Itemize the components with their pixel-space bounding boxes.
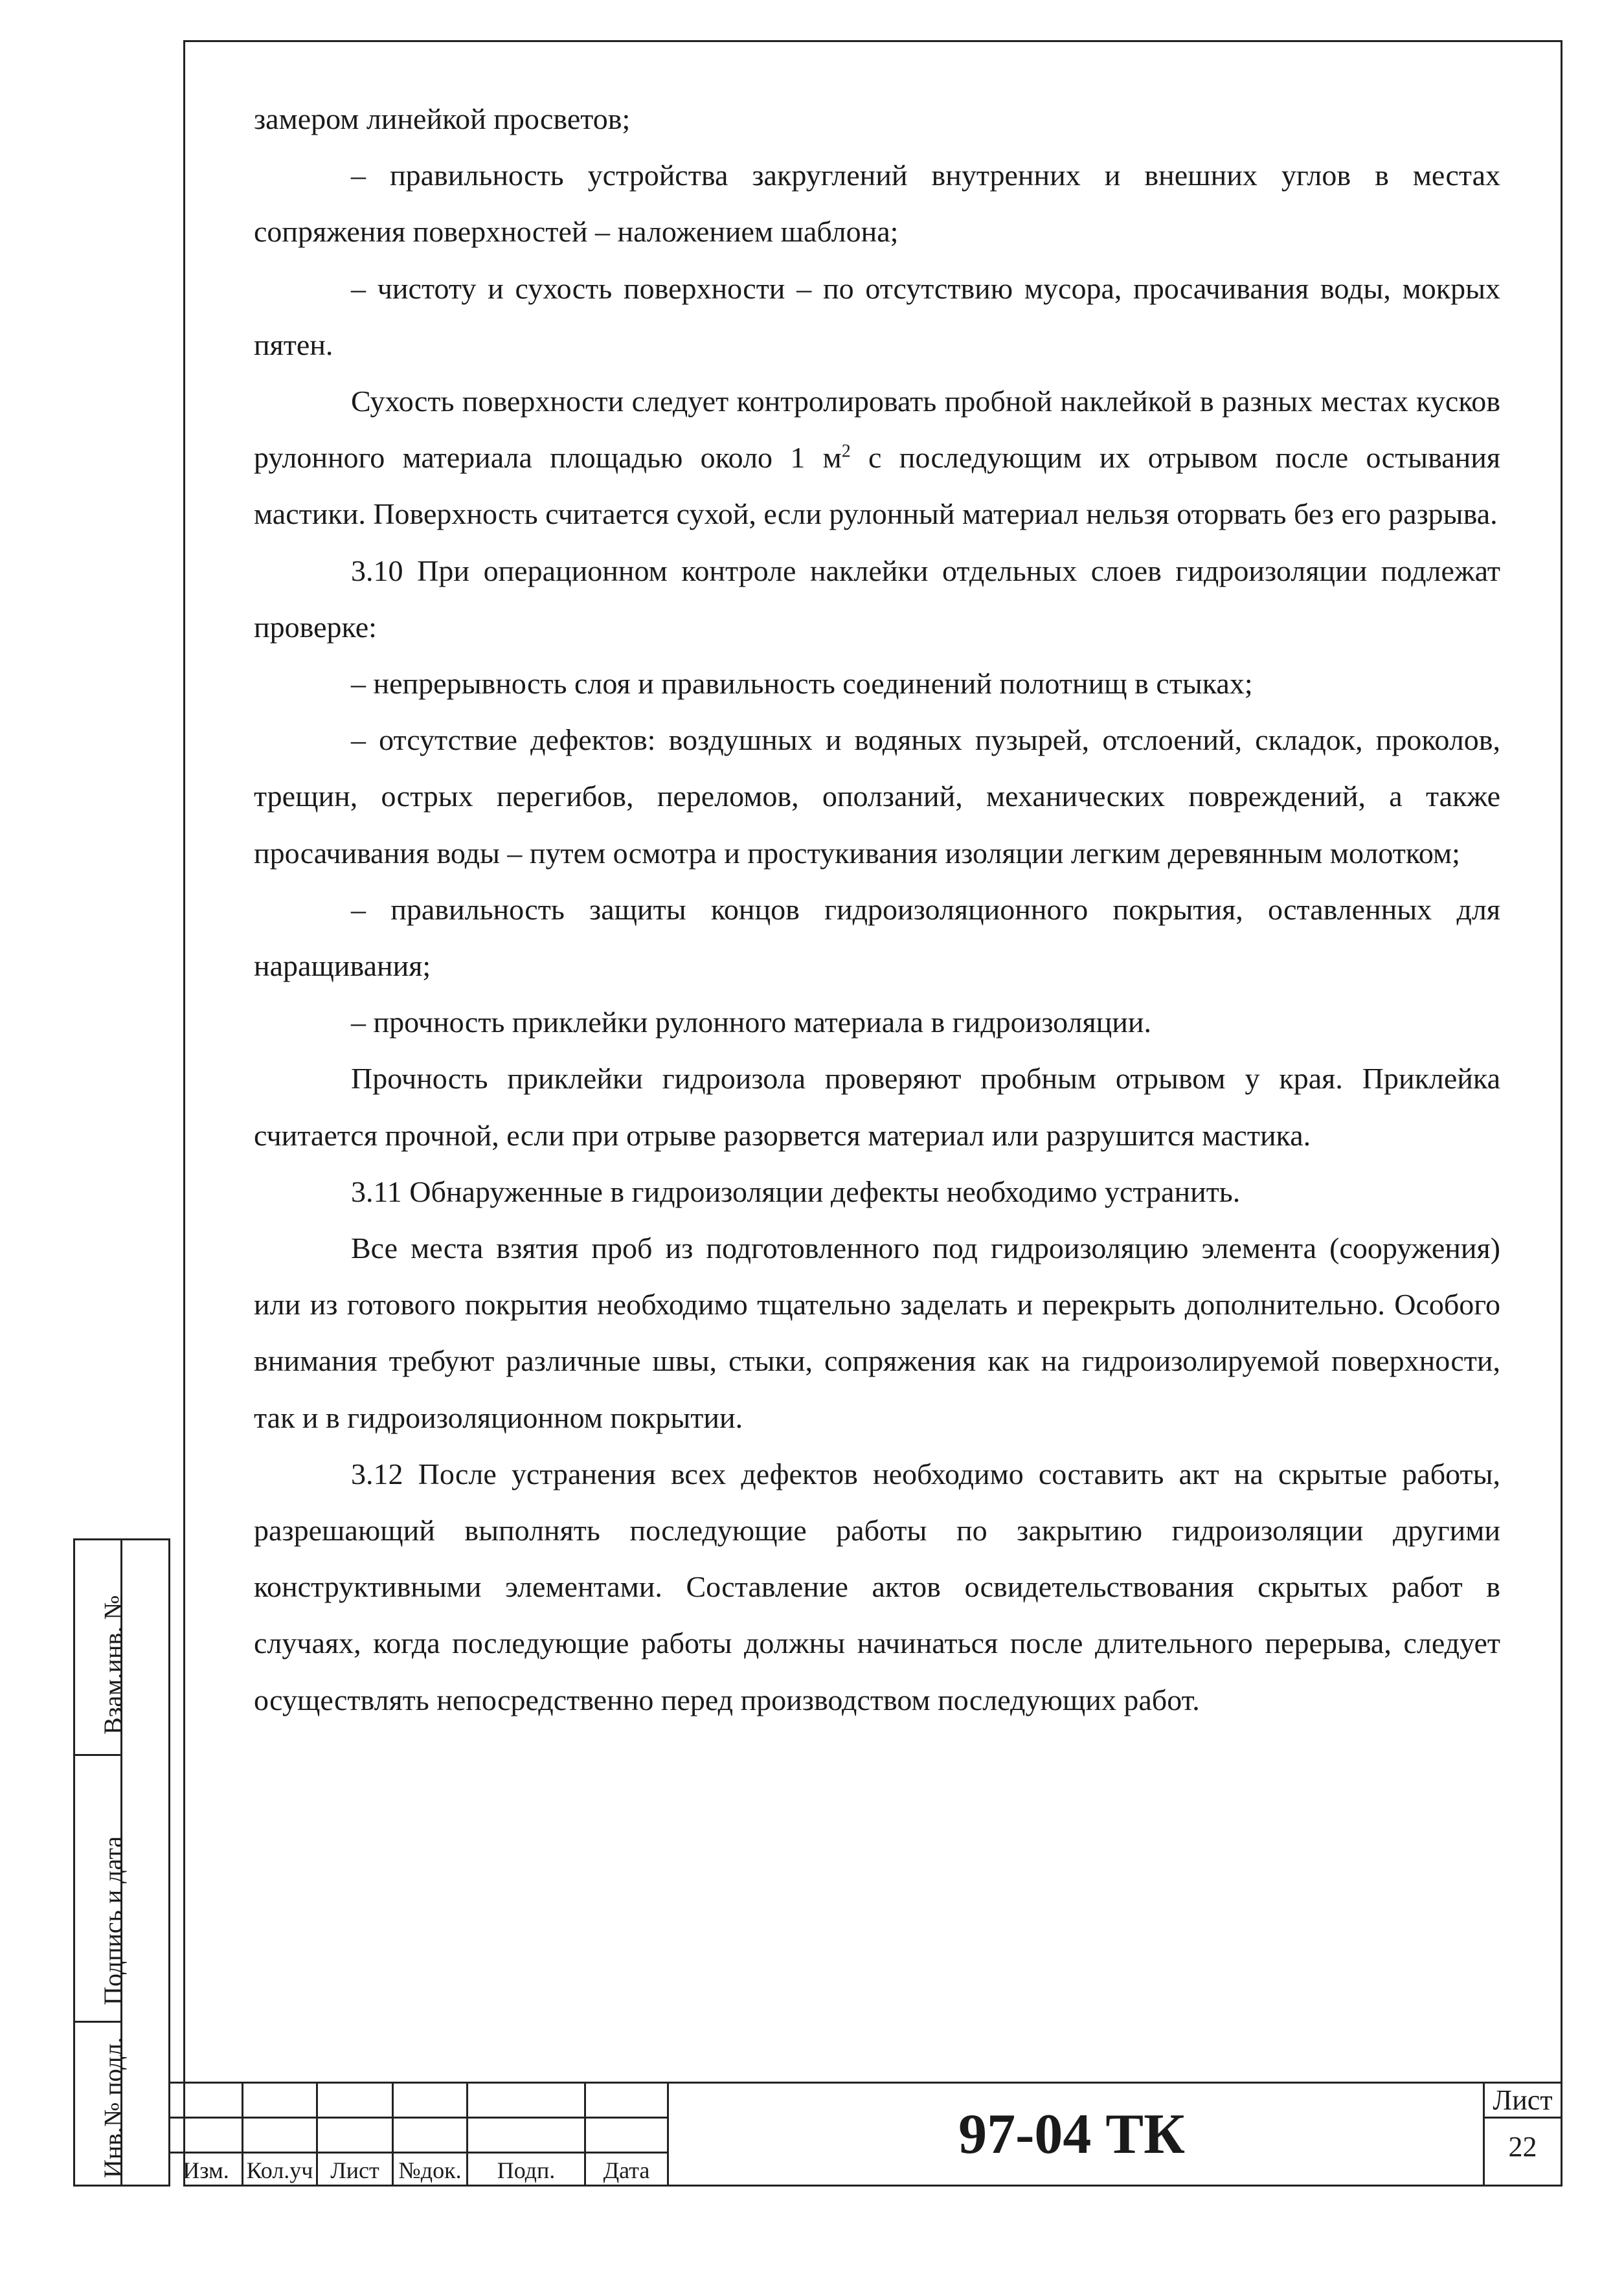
paragraph: Все места взятия проб из подготовленного под гидроизоляцию элемента (сооружения) или из готового покрытия необходимо тщательно заделать и перекрыть дополнительно. Особого внимания требуют различные швы, стыки, сопряжения как на гидроизолируемой поверхности, так и в гидроизоляционном покрытии. xyxy=(254,1231,1500,1434)
side-label-inv: Инв.№ подл. xyxy=(98,2037,128,2178)
side-stamp xyxy=(73,1538,170,2187)
side-cell-vzam xyxy=(75,1540,128,1756)
list-item: – чистоту и сухость поверхности – по отсутствию мусора, просачивания воды, мокрых пятен. xyxy=(254,271,1500,361)
side-cell-inv xyxy=(75,2023,128,2188)
list-item: – правильность устройства закруглений внутренних и внешних углов в местах сопряжения поверхностей – наложением шаблона; xyxy=(254,159,1500,249)
stamp-col-kolvo: Кол.уч xyxy=(246,2157,313,2183)
list-item: – правильность защиты концов гидроизоляционного покрытия, оставленных для наращивания; xyxy=(254,892,1500,983)
side-label-podpis: Подпись и дата xyxy=(98,1836,128,2005)
paragraph xyxy=(254,373,1500,543)
paragraph: 3.10 При операционном контроле наклейки отдельных слоев гидроизоляции подлежат проверке: xyxy=(254,554,1500,644)
paragraph: 3.12 После устранения всех дефектов необходимо составить акт на скрытые работы, разрешающий выполнять последующие работы по закрытию гидроизоляции другими конструктивными элементами. Составление актов освидетельствования скрытых работ в случаях, когда последующие работы должны начинаться после длительного перерыва, следует осуществлять непосредственно перед производством последующих работ. xyxy=(254,1457,1500,1716)
paragraph-text: с последующим их отрывом после остывания мастики. Поверхность считается сухой, если рулонный материал нельзя оторвать без его разрыва. xyxy=(254,441,1501,531)
paragraph: 3.11 Обнаруженные в гидроизоляции дефекты необходимо устранить. xyxy=(351,1175,1241,1208)
superscript: 2 xyxy=(841,441,851,462)
paragraph: Прочность приклейки гидроизола проверяют пробным отрывом у края. Приклейка считается прочной, если при отрыве разорвется материал или разрушится мастика. xyxy=(254,1062,1500,1152)
sheet-number: 22 xyxy=(1508,2131,1537,2163)
document-body xyxy=(254,91,1500,1728)
stamp-col-izm: Изм. xyxy=(183,2157,229,2183)
document-code: 97-04 ТК xyxy=(958,2102,1185,2166)
stamp-col-ndok: №док. xyxy=(398,2157,462,2183)
list-item: – прочность приклейки рулонного материала в гидроизоляции. xyxy=(351,1006,1151,1039)
stamp-col-podp: Подп. xyxy=(497,2157,556,2183)
paragraph: замером линейкой просветов; xyxy=(254,102,631,135)
side-cell-podpis xyxy=(75,1756,128,2023)
side-label-vzam: Взам.инв. № xyxy=(98,1595,128,1735)
list-item: – отсутствие дефектов: воздушных и водяных пузырей, отслоений, складок, проколов, трещин, острых перегибов, переломов, оползаний, механических повреждений, а также просачивания воды – путем осмотра и простукивания изоляции легким деревянным молотком; xyxy=(254,723,1500,870)
sheet-label: Лист xyxy=(1493,2084,1553,2116)
list-item: – непрерывность слоя и правильность соединений полотнищ в стыках; xyxy=(351,667,1253,701)
stamp-col-data: Дата xyxy=(603,2157,650,2183)
paragraph-text: Сухость поверхности следует контролировать пробной наклейкой в разных местах кусков рулонного материала площадью около 1 м xyxy=(254,385,1500,475)
stamp-line xyxy=(1483,2117,1562,2119)
stamp-col-list: Лист xyxy=(330,2157,379,2183)
